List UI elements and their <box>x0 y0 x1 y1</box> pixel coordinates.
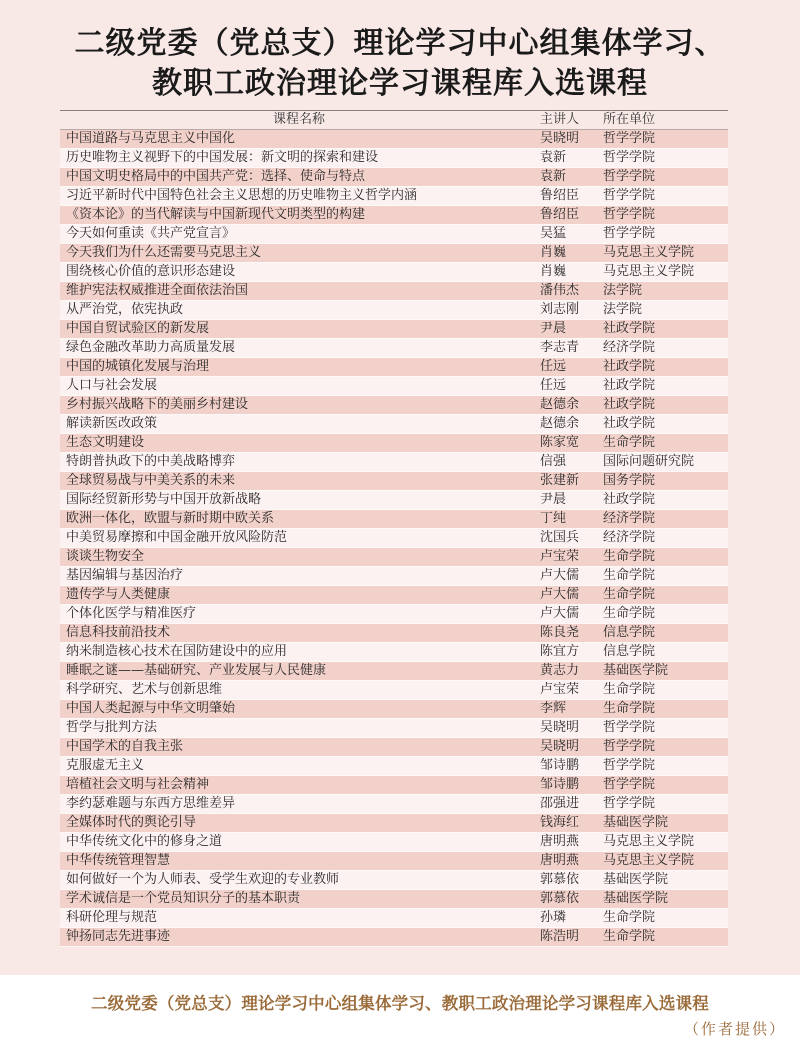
course-name-cell: 中美贸易摩擦和中国金融开放风险防范 <box>60 529 538 548</box>
table-row <box>60 700 728 719</box>
table-row <box>60 225 728 244</box>
table-row <box>60 852 728 871</box>
speaker-cell: 卢大儒 <box>538 586 601 605</box>
unit-cell: 生命学院 <box>601 605 728 624</box>
table-header-row <box>60 111 728 130</box>
unit-cell: 社政学院 <box>601 358 728 377</box>
speaker-cell: 李辉 <box>538 700 601 719</box>
course-name-cell: 全球贸易战与中美关系的未来 <box>60 472 538 491</box>
table-row <box>60 149 728 168</box>
speaker-cell: 卢宝荣 <box>538 681 601 700</box>
course-name-cell: 中华传统管理智慧 <box>60 852 538 871</box>
unit-cell: 哲学学院 <box>601 738 728 757</box>
table-row <box>60 168 728 187</box>
speaker-cell: 丁纯 <box>538 510 601 529</box>
course-name-cell: 习近平新时代中国特色社会主义思想的历史唯物主义哲学内涵 <box>60 187 538 206</box>
unit-cell: 生命学院 <box>601 909 728 928</box>
unit-cell: 经济学院 <box>601 510 728 529</box>
course-name-cell: 乡村振兴战略下的美丽乡村建设 <box>60 396 538 415</box>
speaker-cell: 赵德余 <box>538 396 601 415</box>
speaker-cell: 吴晓明 <box>538 719 601 738</box>
speaker-cell: 尹晨 <box>538 320 601 339</box>
unit-cell: 生命学院 <box>601 548 728 567</box>
speaker-cell: 孙璘 <box>538 909 601 928</box>
table-row <box>60 529 728 548</box>
course-name-cell: 特朗普执政下的中美战略博弈 <box>60 453 538 472</box>
unit-cell: 哲学学院 <box>601 130 728 149</box>
poster-title-line-2: 教职工政治理论学习课程库入选课程 <box>152 66 648 101</box>
course-name-cell: 中国的城镇化发展与治理 <box>60 358 538 377</box>
speaker-cell: 郭慕依 <box>538 890 601 909</box>
table-row <box>60 415 728 434</box>
table-row <box>60 681 728 700</box>
table-row <box>60 795 728 814</box>
speaker-cell: 鲁绍臣 <box>538 206 601 225</box>
course-name-cell: 欧洲一体化，欧盟与新时期中欧关系 <box>60 510 538 529</box>
course-name-cell: 学术诚信是一个党员知识分子的基本职责 <box>60 890 538 909</box>
unit-cell: 基础医学院 <box>601 871 728 890</box>
unit-cell: 国际问题研究院 <box>601 453 728 472</box>
unit-cell: 马克思主义学院 <box>601 244 728 263</box>
unit-cell: 马克思主义学院 <box>601 263 728 282</box>
poster-title-line-1: 二级党委（党总支）理论学习中心组集体学习、 <box>74 26 726 61</box>
header-unit: 所在单位 <box>601 111 728 130</box>
course-name-cell: 中华传统文化中的修身之道 <box>60 833 538 852</box>
unit-cell: 经济学院 <box>601 529 728 548</box>
speaker-cell: 赵德余 <box>538 415 601 434</box>
table-row <box>60 282 728 301</box>
table-row <box>60 187 728 206</box>
table-row <box>60 643 728 662</box>
speaker-cell: 陈良尧 <box>538 624 601 643</box>
table-row <box>60 491 728 510</box>
unit-cell: 社政学院 <box>601 320 728 339</box>
table-row <box>60 719 728 738</box>
unit-cell: 生命学院 <box>601 928 728 947</box>
speaker-cell: 信强 <box>538 453 601 472</box>
course-name-cell: 解读新医改政策 <box>60 415 538 434</box>
table-row <box>60 377 728 396</box>
table-row <box>60 776 728 795</box>
unit-cell: 社政学院 <box>601 491 728 510</box>
table-row <box>60 757 728 776</box>
speaker-cell: 刘志刚 <box>538 301 601 320</box>
speaker-cell: 吴晓明 <box>538 130 601 149</box>
course-name-cell: 培植社会文明与社会精神 <box>60 776 538 795</box>
speaker-cell: 任远 <box>538 358 601 377</box>
unit-cell: 基础医学院 <box>601 890 728 909</box>
unit-cell: 哲学学院 <box>601 719 728 738</box>
table-row <box>60 434 728 453</box>
course-name-cell: 生态文明建设 <box>60 434 538 453</box>
course-name-cell: 睡眠之谜——基础研究、产业发展与人民健康 <box>60 662 538 681</box>
speaker-cell: 潘伟杰 <box>538 282 601 301</box>
unit-cell: 社政学院 <box>601 377 728 396</box>
course-name-cell: 绿色金融改革助力高质量发展 <box>60 339 538 358</box>
course-name-cell: 国际经贸新形势与中国开放新战略 <box>60 491 538 510</box>
course-name-cell: 哲学与批判方法 <box>60 719 538 738</box>
course-name-cell: 历史唯物主义视野下的中国发展：新文明的探索和建设 <box>60 149 538 168</box>
unit-cell: 哲学学院 <box>601 795 728 814</box>
image-credit: （作者提供） <box>683 1020 786 1038</box>
course-name-cell: 纳米制造核心技术在国防建设中的应用 <box>60 643 538 662</box>
unit-cell: 哲学学院 <box>601 206 728 225</box>
table-row <box>60 339 728 358</box>
image-caption: 二级党委（党总支）理论学习中心组集体学习、教职工政治理论学习课程库入选课程 <box>91 994 709 1013</box>
unit-cell: 哲学学院 <box>601 168 728 187</box>
speaker-cell: 卢宝荣 <box>538 548 601 567</box>
course-name-cell: 信息科技前沿技术 <box>60 624 538 643</box>
unit-cell: 哲学学院 <box>601 187 728 206</box>
table-row <box>60 244 728 263</box>
speaker-cell: 郭慕依 <box>538 871 601 890</box>
unit-cell: 国务学院 <box>601 472 728 491</box>
table-row <box>60 738 728 757</box>
header-speaker: 主讲人 <box>538 111 601 130</box>
header-course-name: 课程名称 <box>60 111 538 130</box>
course-table-container <box>60 110 728 947</box>
table-row <box>60 814 728 833</box>
speaker-cell: 肖巍 <box>538 263 601 282</box>
unit-cell: 生命学院 <box>601 434 728 453</box>
speaker-cell: 陈宜方 <box>538 643 601 662</box>
unit-cell: 哲学学院 <box>601 757 728 776</box>
unit-cell: 法学院 <box>601 301 728 320</box>
table-row <box>60 909 728 928</box>
course-name-cell: 《资本论》的当代解读与中国新现代文明类型的构建 <box>60 206 538 225</box>
speaker-cell: 陈浩明 <box>538 928 601 947</box>
course-name-cell: 钟扬同志先进事迹 <box>60 928 538 947</box>
speaker-cell: 邵强进 <box>538 795 601 814</box>
course-name-cell: 基因编辑与基因治疗 <box>60 567 538 586</box>
speaker-cell: 尹晨 <box>538 491 601 510</box>
table-row <box>60 890 728 909</box>
course-name-cell: 中国学术的自我主张 <box>60 738 538 757</box>
speaker-cell: 吴晓明 <box>538 738 601 757</box>
unit-cell: 基础医学院 <box>601 662 728 681</box>
unit-cell: 生命学院 <box>601 567 728 586</box>
course-name-cell: 围绕核心价值的意识形态建设 <box>60 263 538 282</box>
course-name-cell: 中国自贸试验区的新发展 <box>60 320 538 339</box>
unit-cell: 生命学院 <box>601 700 728 719</box>
unit-cell: 哲学学院 <box>601 225 728 244</box>
course-name-cell: 今天我们为什么还需要马克思主义 <box>60 244 538 263</box>
unit-cell: 马克思主义学院 <box>601 833 728 852</box>
unit-cell: 生命学院 <box>601 681 728 700</box>
speaker-cell: 肖巍 <box>538 244 601 263</box>
speaker-cell: 陈家宽 <box>538 434 601 453</box>
course-table <box>60 110 728 947</box>
unit-cell: 社政学院 <box>601 415 728 434</box>
table-row <box>60 605 728 624</box>
course-name-cell: 如何做好一个为人师表、受学生欢迎的专业教师 <box>60 871 538 890</box>
course-name-cell: 中国文明史格局中的中国共产党：选择、使命与特点 <box>60 168 538 187</box>
speaker-cell: 唐明燕 <box>538 852 601 871</box>
course-name-cell: 李约瑟难题与东西方思维差异 <box>60 795 538 814</box>
course-name-cell: 中国人类起源与中华文明肇始 <box>60 700 538 719</box>
table-row <box>60 206 728 225</box>
unit-cell: 法学院 <box>601 282 728 301</box>
table-row <box>60 662 728 681</box>
speaker-cell: 吴猛 <box>538 225 601 244</box>
speaker-cell: 李志青 <box>538 339 601 358</box>
unit-cell: 生命学院 <box>601 586 728 605</box>
unit-cell: 社政学院 <box>601 396 728 415</box>
speaker-cell: 张建新 <box>538 472 601 491</box>
unit-cell: 经济学院 <box>601 339 728 358</box>
course-name-cell: 全媒体时代的舆论引导 <box>60 814 538 833</box>
unit-cell: 信息学院 <box>601 643 728 662</box>
speaker-cell: 卢大儒 <box>538 567 601 586</box>
table-row <box>60 263 728 282</box>
course-table-body <box>60 130 728 947</box>
course-name-cell: 中国道路与马克思主义中国化 <box>60 130 538 149</box>
speaker-cell: 袁新 <box>538 149 601 168</box>
course-name-cell: 克服虚无主义 <box>60 757 538 776</box>
course-name-cell: 谈谈生物安全 <box>60 548 538 567</box>
unit-cell: 哲学学院 <box>601 776 728 795</box>
table-row <box>60 871 728 890</box>
table-row <box>60 548 728 567</box>
table-row <box>60 453 728 472</box>
course-name-cell: 科学研究、艺术与创新思维 <box>60 681 538 700</box>
unit-cell: 基础医学院 <box>601 814 728 833</box>
speaker-cell: 邹诗鹏 <box>538 776 601 795</box>
course-name-cell: 遗传学与人类健康 <box>60 586 538 605</box>
speaker-cell: 沈国兵 <box>538 529 601 548</box>
course-name-cell: 维护宪法权威推进全面依法治国 <box>60 282 538 301</box>
speaker-cell: 唐明燕 <box>538 833 601 852</box>
table-row <box>60 624 728 643</box>
speaker-cell: 袁新 <box>538 168 601 187</box>
table-row <box>60 928 728 947</box>
table-row <box>60 320 728 339</box>
table-row <box>60 586 728 605</box>
course-name-cell: 个体化医学与精准医疗 <box>60 605 538 624</box>
unit-cell: 哲学学院 <box>601 149 728 168</box>
table-row <box>60 130 728 149</box>
speaker-cell: 邹诗鹏 <box>538 757 601 776</box>
speaker-cell: 钱海红 <box>538 814 601 833</box>
table-row <box>60 472 728 491</box>
table-row <box>60 833 728 852</box>
unit-cell: 马克思主义学院 <box>601 852 728 871</box>
table-row <box>60 396 728 415</box>
speaker-cell: 鲁绍臣 <box>538 187 601 206</box>
speaker-cell: 卢大儒 <box>538 605 601 624</box>
table-row <box>60 510 728 529</box>
course-name-cell: 今天如何重读《共产党宣言》 <box>60 225 538 244</box>
table-row <box>60 567 728 586</box>
course-name-cell: 人口与社会发展 <box>60 377 538 396</box>
table-row <box>60 301 728 320</box>
speaker-cell: 黄志力 <box>538 662 601 681</box>
course-name-cell: 从严治党，依宪执政 <box>60 301 538 320</box>
table-row <box>60 358 728 377</box>
unit-cell: 信息学院 <box>601 624 728 643</box>
speaker-cell: 任远 <box>538 377 601 396</box>
course-name-cell: 科研伦理与规范 <box>60 909 538 928</box>
